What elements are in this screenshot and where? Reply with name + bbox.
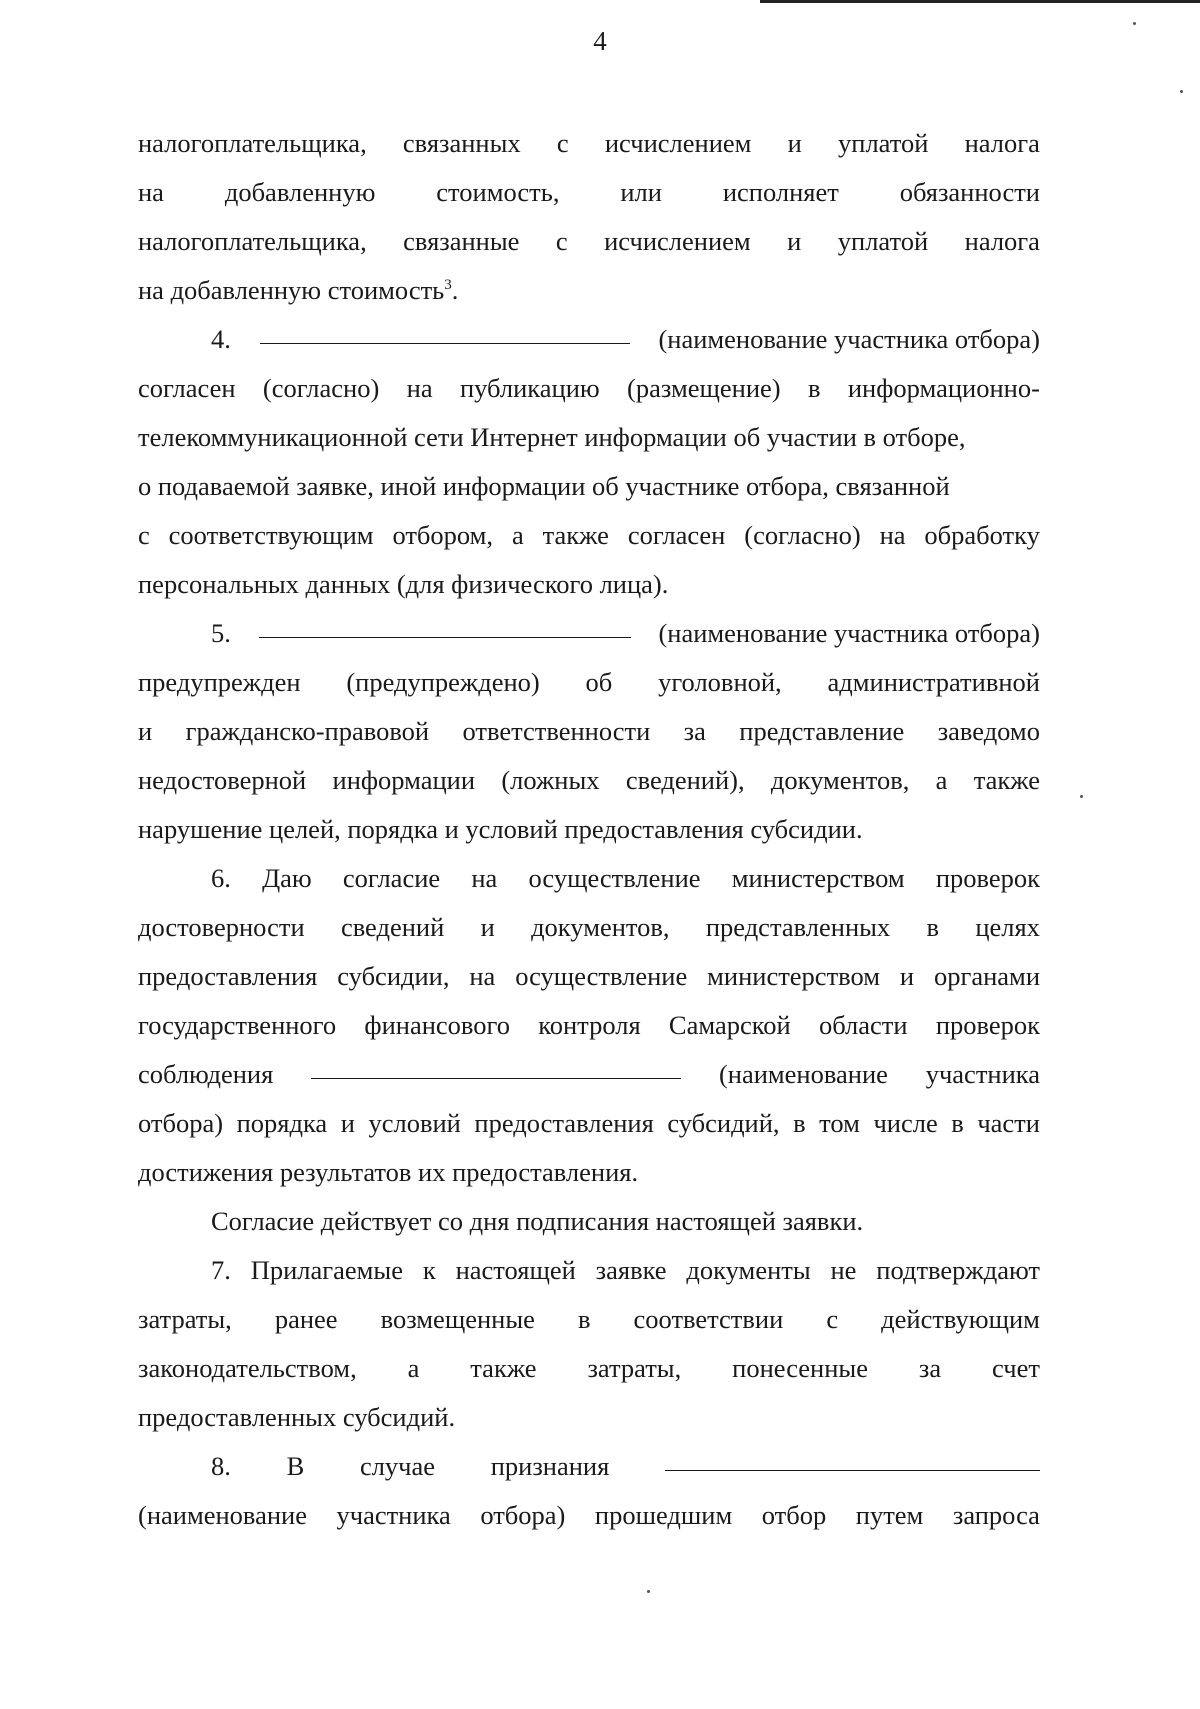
word: предоставления (138, 961, 318, 991)
top-border-line (760, 0, 1200, 3)
word: и (138, 716, 153, 746)
word: контроля (538, 1010, 641, 1040)
word: недостоверной (138, 765, 307, 795)
word: на (469, 961, 496, 991)
word: обработку (924, 520, 1040, 550)
word: путем (855, 1500, 924, 1530)
text-fragment: случае (359, 1451, 436, 1481)
participant-name-caption: (наименование участника отбора) (658, 324, 1040, 354)
participant-name-blank[interactable] (311, 1050, 681, 1079)
word: проверок (935, 1010, 1040, 1040)
word: ответственности (462, 716, 651, 746)
word: Самарской (668, 1010, 791, 1040)
word: исполняет (722, 177, 839, 207)
text-line (138, 266, 1040, 315)
participant-name-caption: (наименование участника отбора) (658, 618, 1040, 648)
word: (согласно) (262, 373, 380, 403)
word: стоимость, (436, 177, 560, 207)
participant-name-blank[interactable] (259, 609, 631, 638)
word: и (899, 961, 915, 991)
text-line (138, 217, 1040, 266)
word: в (808, 373, 821, 403)
text-line: Согласие действует со дня подписания настоящей заявки. (211, 1206, 864, 1236)
word: отбора) (138, 1108, 224, 1138)
document-body (138, 119, 1040, 1540)
word: затраты, (138, 1304, 232, 1334)
word: министерством (731, 863, 905, 893)
word: также (542, 520, 609, 550)
word: Прилагаемые (250, 1255, 404, 1285)
word: на (138, 177, 164, 207)
word: исчислением (604, 226, 751, 256)
word: соответствующим (168, 520, 374, 550)
text-line (138, 1001, 1040, 1050)
word: или (620, 177, 662, 207)
word: сведений), (625, 765, 745, 795)
text-fragment: участника (925, 1059, 1040, 1089)
word: за (918, 1353, 942, 1383)
text-line (138, 119, 1040, 168)
word: числе (873, 1108, 938, 1138)
word: достоверности (138, 912, 305, 942)
word: информационно- (847, 373, 1040, 403)
word: на (471, 863, 498, 893)
word: субсидий, (667, 1108, 780, 1138)
word: заявке (595, 1255, 667, 1285)
word: понесенные (732, 1353, 868, 1383)
word: министерством (707, 961, 880, 991)
word: в (926, 912, 940, 942)
word: согласен (138, 373, 236, 403)
word: документы (686, 1255, 811, 1285)
word: условий (368, 1108, 461, 1138)
scan-speck (1133, 22, 1136, 25)
text-line (138, 854, 1040, 903)
word: прошедшим (594, 1500, 733, 1530)
word: с (555, 226, 568, 256)
word: и (340, 1108, 355, 1138)
text-line: нарушение целей, порядка и условий предоставления субсидии. (138, 814, 863, 844)
word: участника (336, 1500, 451, 1530)
word: исчислением (604, 128, 752, 158)
word: том (819, 1108, 860, 1138)
page-number: 4 (593, 26, 607, 56)
word: и (480, 912, 495, 942)
word: налогоплательщика, (138, 128, 367, 158)
word: добавленную (224, 177, 376, 207)
word: также (470, 1353, 537, 1383)
word: заведомо (937, 716, 1040, 746)
scan-speck (647, 1590, 650, 1593)
word: органами (933, 961, 1040, 991)
word: налогоплательщика, (138, 226, 367, 256)
text-line (138, 1295, 1040, 1344)
word: соответствии (633, 1304, 784, 1334)
text-line: персональных данных (для физического лица). (138, 569, 669, 599)
word: документов, (531, 912, 670, 942)
word: к (422, 1255, 436, 1285)
word: не (830, 1255, 857, 1285)
word: связанных (402, 128, 521, 158)
scan-speck (1080, 795, 1083, 798)
word: представление (739, 716, 905, 746)
word: счет (992, 1353, 1040, 1383)
word: субсидии, (337, 961, 450, 991)
word: с (826, 1304, 839, 1334)
word: связанные (403, 226, 520, 256)
text-line (138, 511, 1040, 560)
word: на (879, 520, 906, 550)
word: публикацию (459, 373, 600, 403)
word: предоставления (474, 1108, 654, 1138)
word: сведений (340, 912, 445, 942)
word: согласен (627, 520, 726, 550)
word: и (787, 226, 802, 256)
word: 6. (211, 863, 231, 893)
text-line (138, 1246, 1040, 1295)
text-line (138, 1099, 1040, 1148)
word: об (585, 667, 613, 697)
paragraph-number: 4. (211, 324, 231, 354)
word: действующим (881, 1304, 1040, 1334)
word: представленных (705, 912, 891, 942)
word: ранее (274, 1304, 338, 1334)
word: настоящей (455, 1255, 576, 1285)
word: налога (964, 128, 1040, 158)
word: 7. (211, 1255, 231, 1285)
word: обязанности (899, 177, 1040, 207)
text-line: о подаваемой заявке, иной информации об участнике отбора, связанной (138, 471, 950, 501)
word: затраты, (587, 1353, 682, 1383)
participant-name-blank[interactable] (665, 1442, 1040, 1471)
scan-speck (1180, 90, 1183, 93)
word: законодательством, (138, 1353, 357, 1383)
participant-name-blank[interactable] (260, 315, 630, 344)
word: отбор (761, 1500, 827, 1530)
word: административной (827, 667, 1040, 697)
word: информации (332, 765, 476, 795)
word: осуществление (528, 863, 701, 893)
text-fragment: признания (490, 1451, 610, 1481)
word: (предупреждено) (346, 667, 540, 697)
word: предупрежден (138, 667, 301, 697)
paragraph-number: 5. (211, 618, 231, 648)
paragraph-8-start (138, 1442, 1040, 1491)
word: отбора) (480, 1500, 566, 1530)
text-line: телекоммуникационной сети Интернет информации об участии в отборе, (138, 422, 966, 452)
word: финансового (364, 1010, 510, 1040)
word: подтверждают (876, 1255, 1040, 1285)
word: также (973, 765, 1040, 795)
text-line: достижения результатов их предоставления. (138, 1157, 639, 1187)
word: запроса (952, 1500, 1040, 1530)
word: порядка (236, 1108, 328, 1138)
word: (ложных (501, 765, 600, 795)
text-fragment: (наименование (718, 1059, 888, 1089)
word: целях (975, 912, 1040, 942)
text-line (138, 658, 1040, 707)
word: части (977, 1108, 1040, 1138)
word: а (511, 520, 524, 550)
word: проверок (935, 863, 1040, 893)
word: а (935, 765, 948, 795)
word: уголовной, (658, 667, 782, 697)
word: с (138, 520, 150, 550)
text-line (138, 707, 1040, 756)
footnote-marker: 3 (444, 277, 452, 294)
paragraph-5-start (138, 609, 1040, 658)
word: согласие (342, 863, 441, 893)
text-line-with-blank (138, 1050, 1040, 1099)
text-line (138, 952, 1040, 1001)
word: гражданско-правовой (185, 716, 430, 746)
word: осуществление (515, 961, 688, 991)
text-fragment: 8. (211, 1451, 231, 1481)
text-line (138, 1344, 1040, 1393)
word: области (818, 1010, 908, 1040)
text-line (138, 756, 1040, 805)
word: в (577, 1304, 591, 1334)
text-fragment: В (286, 1451, 305, 1481)
word: (наименование (138, 1500, 307, 1530)
word: государственного (138, 1010, 337, 1040)
text-line: предоставленных субсидий. (138, 1402, 456, 1432)
word: возмещенные (380, 1304, 535, 1334)
text-line (138, 1491, 1040, 1540)
text-fragment: . (451, 275, 459, 305)
paragraph-4-start (138, 315, 1040, 364)
text-line (138, 364, 1040, 413)
word: в (793, 1108, 806, 1138)
word: отбором, (392, 520, 494, 550)
word: уплатой (838, 128, 929, 158)
word: (согласно) (744, 520, 861, 550)
word: на (406, 373, 433, 403)
word: и (787, 128, 802, 158)
word: (размещение) (627, 373, 781, 403)
word: с (556, 128, 569, 158)
word: документов, (770, 765, 910, 795)
word: уплатой (837, 226, 929, 256)
word: налога (964, 226, 1040, 256)
word: за (683, 716, 706, 746)
text-fragment: на добавленную стоимость (138, 275, 445, 305)
text-fragment: соблюдения (138, 1059, 274, 1089)
word: Даю (262, 863, 312, 893)
text-line (138, 168, 1040, 217)
word: в (951, 1108, 964, 1138)
text-line (138, 903, 1040, 952)
word: а (407, 1353, 420, 1383)
